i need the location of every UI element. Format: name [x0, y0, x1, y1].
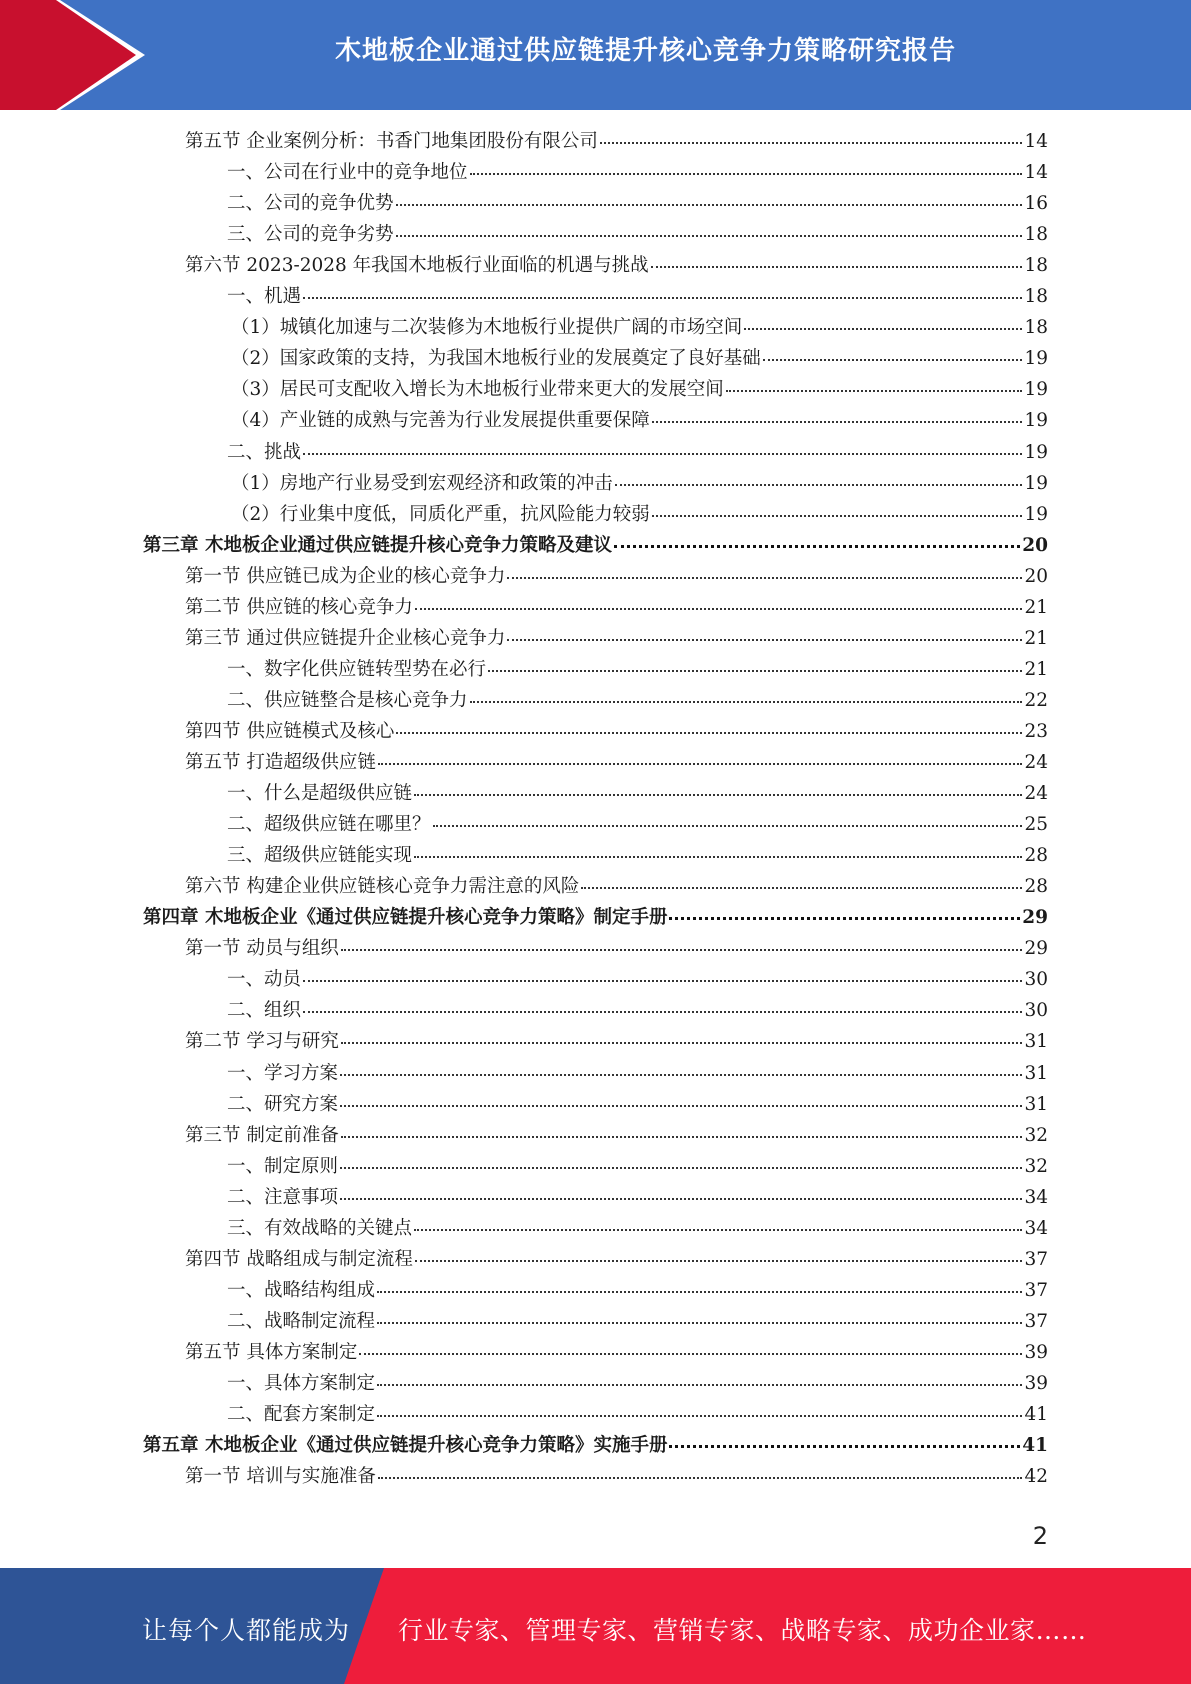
toc-dot-leader — [396, 233, 1023, 237]
toc-dot-leader — [341, 1040, 1023, 1044]
toc-dot-leader — [744, 326, 1022, 330]
toc-entry[interactable] — [143, 902, 1048, 933]
toc-entry-page: 19 — [1024, 348, 1048, 370]
toc-entry-title: 一、具体方案制定 — [227, 1373, 376, 1394]
toc-entry[interactable] — [227, 1089, 1048, 1120]
toc-entry-page: 20 — [1022, 534, 1048, 556]
toc-entry[interactable] — [227, 437, 1048, 468]
toc-entry-page: 18 — [1024, 286, 1048, 308]
toc-entry[interactable] — [227, 778, 1048, 809]
toc-dot-leader — [341, 1134, 1023, 1138]
toc-dot-leader — [488, 668, 1022, 672]
toc-entry-page: 14 — [1024, 131, 1048, 152]
toc-entry[interactable] — [185, 747, 1048, 778]
toc-entry[interactable] — [231, 312, 1048, 343]
toc-entry-page: 18 — [1024, 224, 1048, 246]
toc-dot-leader — [415, 606, 1023, 610]
toc-entry-title: 一、机遇 — [227, 286, 302, 308]
footer-banner — [0, 1568, 1191, 1684]
toc-entry-title: 第一节 供应链已成为企业的核心竞争力 — [185, 565, 506, 587]
toc-dot-leader — [414, 854, 1022, 858]
toc-entry-title: （2）行业集中度低，同质化严重，抗风险能力较弱 — [231, 503, 650, 525]
toc-dot-leader — [652, 419, 1023, 423]
toc-entry-title: 第五章 木地板企业《通过供应链提升核心竞争力策略》实施手册 — [143, 1435, 668, 1457]
toc-dot-leader — [615, 482, 1023, 486]
header-red-arrow — [0, 0, 150, 110]
toc-dot-leader — [377, 1382, 1022, 1386]
toc-entry-title: 第六节 构建企业供应链核心竞争力需注意的风险 — [185, 876, 580, 898]
toc-entry-page: 21 — [1024, 627, 1048, 649]
toc-entry-title: 一、什么是超级供应链 — [227, 783, 413, 805]
toc-dot-leader — [470, 171, 1023, 175]
toc-dot-leader — [340, 1165, 1022, 1169]
toc-entry-page: 21 — [1024, 596, 1048, 618]
toc-entry-page: 31 — [1024, 1093, 1048, 1115]
footer-slogan-right: 行业专家、管理专家、营销专家、战略专家、成功企业家…… — [398, 1616, 1087, 1645]
toc-entry-title: 第六节 2023-2028 年我国木地板行业面临的机遇与挑战 — [185, 255, 649, 277]
toc-entry-page: 41 — [1022, 1435, 1048, 1457]
toc-dot-leader — [359, 1351, 1022, 1355]
toc-entry-title: 二、组织 — [227, 1000, 302, 1022]
toc-entry[interactable] — [185, 933, 1048, 964]
toc-entry-title: 一、动员 — [227, 969, 302, 991]
toc-entry-page: 37 — [1024, 1248, 1048, 1270]
toc-entry[interactable] — [185, 871, 1048, 902]
toc-entry-page: 34 — [1024, 1186, 1048, 1208]
toc-entry-title: 三、公司的竞争劣势 — [227, 224, 394, 246]
toc-entry-title: 一、公司在行业中的竞争地位 — [227, 162, 468, 184]
toc-entry-title: 第四章 木地板企业《通过供应链提升核心竞争力策略》制定手册 — [143, 907, 668, 929]
toc-entry-title: 二、公司的竞争优势 — [227, 193, 394, 215]
toc-entry[interactable] — [227, 995, 1048, 1026]
toc-dot-leader — [340, 1072, 1022, 1076]
toc-entry-title: 第五节 打造超级供应链 — [185, 752, 376, 773]
toc-dot-leader — [396, 730, 1022, 734]
footer-slogan-left: 让每个人都能成为 — [142, 1616, 351, 1645]
toc-dot-leader — [378, 761, 1023, 765]
toc-entry-page: 42 — [1024, 1466, 1048, 1488]
toc-entry-title: 二、超级供应链在哪里？ — [227, 814, 431, 836]
toc-entry-title: （1）城镇化加速与二次装修为木地板行业提供广阔的市场空间 — [231, 317, 743, 339]
toc-dot-leader — [341, 947, 1023, 951]
toc-entry-title: 一、战略结构组成 — [227, 1279, 376, 1301]
toc-entry-title: 二、供应链整合是核心竞争力 — [227, 689, 468, 711]
toc-entry-page: 19 — [1024, 503, 1048, 525]
toc-entry-title: （2）国家政策的支持，为我国木地板行业的发展奠定了良好基础 — [231, 348, 761, 370]
toc-dot-leader — [507, 575, 1022, 579]
toc-entry-page: 22 — [1024, 689, 1048, 711]
toc-entry-page: 18 — [1024, 255, 1048, 277]
toc-entry-page: 24 — [1024, 752, 1048, 773]
toc-entry-page: 28 — [1024, 845, 1048, 867]
toc-dot-leader — [377, 1320, 1022, 1324]
toc-entry[interactable] — [227, 1306, 1048, 1337]
toc-entry-page: 16 — [1024, 193, 1048, 215]
toc-entry-title: 第四节 战略组成与制定流程 — [185, 1248, 413, 1270]
toc-entry-title: 第三节 制定前准备 — [185, 1124, 339, 1146]
toc-entry-page: 19 — [1024, 379, 1048, 401]
toc-dot-leader — [414, 1227, 1022, 1231]
toc-dot-leader — [669, 915, 1020, 920]
toc-entry[interactable] — [227, 964, 1048, 995]
toc-entry-title: 第一节 动员与组织 — [185, 938, 339, 960]
toc-dot-leader — [651, 264, 1023, 268]
toc-entry-page: 29 — [1024, 938, 1048, 960]
toc-entry[interactable] — [227, 281, 1048, 312]
toc-entry-title: 第三节 通过供应链提升企业核心竞争力 — [185, 627, 506, 649]
toc-entry[interactable] — [227, 188, 1048, 219]
toc-entry[interactable] — [185, 1337, 1048, 1368]
page-number: 2 — [1032, 1522, 1048, 1550]
toc-entry[interactable] — [185, 716, 1048, 747]
toc-dot-leader — [340, 1103, 1022, 1107]
toc-entry[interactable] — [231, 468, 1048, 499]
toc-dot-leader — [303, 295, 1022, 299]
toc-entry-title: 第二节 供应链的核心竞争力 — [185, 596, 413, 618]
toc-entry[interactable] — [185, 561, 1048, 592]
toc-dot-leader — [433, 823, 1023, 827]
toc-entry-title: 三、超级供应链能实现 — [227, 845, 413, 867]
toc-entry[interactable] — [185, 1461, 1048, 1492]
toc-dot-leader — [378, 1475, 1023, 1479]
toc-entry[interactable] — [185, 592, 1048, 623]
toc-entry-page: 30 — [1024, 1000, 1048, 1022]
toc-entry-title: 第三章 木地板企业通过供应链提升核心竞争力策略及建议 — [143, 534, 612, 556]
report-title: 木地板企业通过供应链提升核心竞争力策略研究报告 — [334, 36, 956, 66]
toc-entry-page: 14 — [1024, 162, 1048, 184]
toc-entry[interactable] — [227, 809, 1048, 840]
toc-entry-page: 25 — [1024, 814, 1048, 836]
toc-entry[interactable] — [185, 126, 1048, 157]
toc-entry[interactable] — [143, 1430, 1048, 1461]
toc-entry-title: 第五节 具体方案制定 — [185, 1341, 358, 1363]
toc-entry-page: 37 — [1024, 1310, 1048, 1332]
toc-entry-title: 一、数字化供应链转型势在必行 — [227, 658, 487, 680]
toc-entry-page: 23 — [1024, 720, 1048, 742]
toc-entry[interactable] — [185, 1244, 1048, 1275]
toc-entry-page: 20 — [1024, 565, 1048, 587]
toc-entry-title: 二、研究方案 — [227, 1093, 339, 1115]
toc-entry-page: 19 — [1024, 410, 1048, 432]
toc-entry-title: 二、注意事项 — [227, 1186, 339, 1208]
toc-entry[interactable] — [231, 343, 1048, 374]
toc-dot-leader — [414, 792, 1022, 796]
toc-entry[interactable] — [227, 1058, 1048, 1089]
toc-dot-leader — [415, 1258, 1023, 1262]
toc-entry[interactable] — [231, 374, 1048, 405]
toc-entry-title: 第二节 学习与研究 — [185, 1031, 339, 1053]
toc-dot-leader — [303, 451, 1022, 455]
toc-entry-page: 28 — [1024, 876, 1048, 898]
toc-entry[interactable] — [143, 530, 1048, 561]
toc-entry-title: 二、挑战 — [227, 441, 302, 463]
toc-entry-title: （4）产业链的成熟与完善为行业发展提供重要保障 — [231, 410, 650, 432]
toc-entry-page: 19 — [1024, 472, 1048, 494]
toc-entry-title: （3）居民可支配收入增长为木地板行业带来更大的发展空间 — [231, 379, 724, 401]
toc-dot-leader — [303, 1009, 1022, 1013]
toc-entry-page: 41 — [1024, 1404, 1048, 1426]
toc-entry-title: 三、有效战略的关键点 — [227, 1217, 413, 1239]
toc-entry[interactable] — [185, 1120, 1048, 1151]
toc-entry-page: 34 — [1024, 1217, 1048, 1239]
toc-entry-page: 30 — [1024, 969, 1048, 991]
toc-dot-leader — [581, 885, 1022, 889]
toc-entry[interactable] — [185, 1026, 1048, 1057]
toc-entry-page: 37 — [1024, 1279, 1048, 1301]
toc-entry-page: 31 — [1024, 1062, 1048, 1084]
toc-dot-leader — [652, 513, 1023, 517]
toc-dot-leader — [600, 140, 1023, 144]
toc-entry-page: 32 — [1024, 1155, 1048, 1177]
toc-dot-leader — [396, 202, 1023, 206]
toc-dot-leader — [470, 699, 1023, 703]
toc-entry-page: 31 — [1024, 1031, 1048, 1053]
toc-entry-title: 第一节 培训与实施准备 — [185, 1466, 376, 1488]
toc-entry-title: 第四节 供应链模式及核心 — [185, 720, 395, 742]
toc-entry[interactable] — [227, 840, 1048, 871]
toc-dot-leader — [303, 978, 1022, 982]
toc-entry[interactable] — [227, 1151, 1048, 1182]
toc-dot-leader — [377, 1289, 1022, 1293]
toc-dot-leader — [763, 357, 1023, 361]
toc-entry[interactable] — [227, 654, 1048, 685]
toc-entry-page: 18 — [1024, 317, 1048, 339]
toc-entry-title: 二、配套方案制定 — [227, 1404, 376, 1426]
toc-entry[interactable] — [227, 219, 1048, 250]
toc-dot-leader — [614, 543, 1020, 548]
toc-entry[interactable] — [231, 405, 1048, 436]
toc-entry-page: 32 — [1024, 1124, 1048, 1146]
toc-entry-page: 39 — [1024, 1341, 1048, 1363]
toc-entry-page: 39 — [1024, 1373, 1048, 1394]
toc-entry-title: 二、战略制定流程 — [227, 1310, 376, 1332]
toc-entry-title: 第五节 企业案例分析：书香门地集团股份有限公司 — [185, 131, 598, 152]
toc-dot-leader — [507, 637, 1022, 641]
toc-entry[interactable] — [227, 1368, 1048, 1399]
toc-entry[interactable] — [185, 623, 1048, 654]
toc-entry[interactable] — [227, 1399, 1048, 1430]
toc-dot-leader — [340, 1196, 1022, 1200]
toc-dot-leader — [377, 1413, 1022, 1417]
toc-entry-title: 一、制定原则 — [227, 1155, 339, 1177]
toc-entry[interactable] — [227, 685, 1048, 716]
toc-entry-page: 24 — [1024, 783, 1048, 805]
toc-entry-page: 21 — [1024, 658, 1048, 680]
toc-entry[interactable] — [227, 1213, 1048, 1244]
toc-entry[interactable] — [185, 250, 1048, 281]
toc-entry[interactable] — [227, 157, 1048, 188]
toc-entry-page: 19 — [1024, 441, 1048, 463]
toc-dot-leader — [726, 388, 1023, 392]
toc-entry[interactable] — [231, 499, 1048, 530]
toc-dot-leader — [669, 1443, 1020, 1448]
toc-entry[interactable] — [227, 1182, 1048, 1213]
toc-entry-title: 一、学习方案 — [227, 1062, 339, 1084]
header-banner — [0, 0, 1191, 110]
toc-entry[interactable] — [227, 1275, 1048, 1306]
toc-entry-page: 29 — [1022, 907, 1048, 929]
toc-entry-title: （1）房地产行业易受到宏观经济和政策的冲击 — [231, 472, 613, 494]
